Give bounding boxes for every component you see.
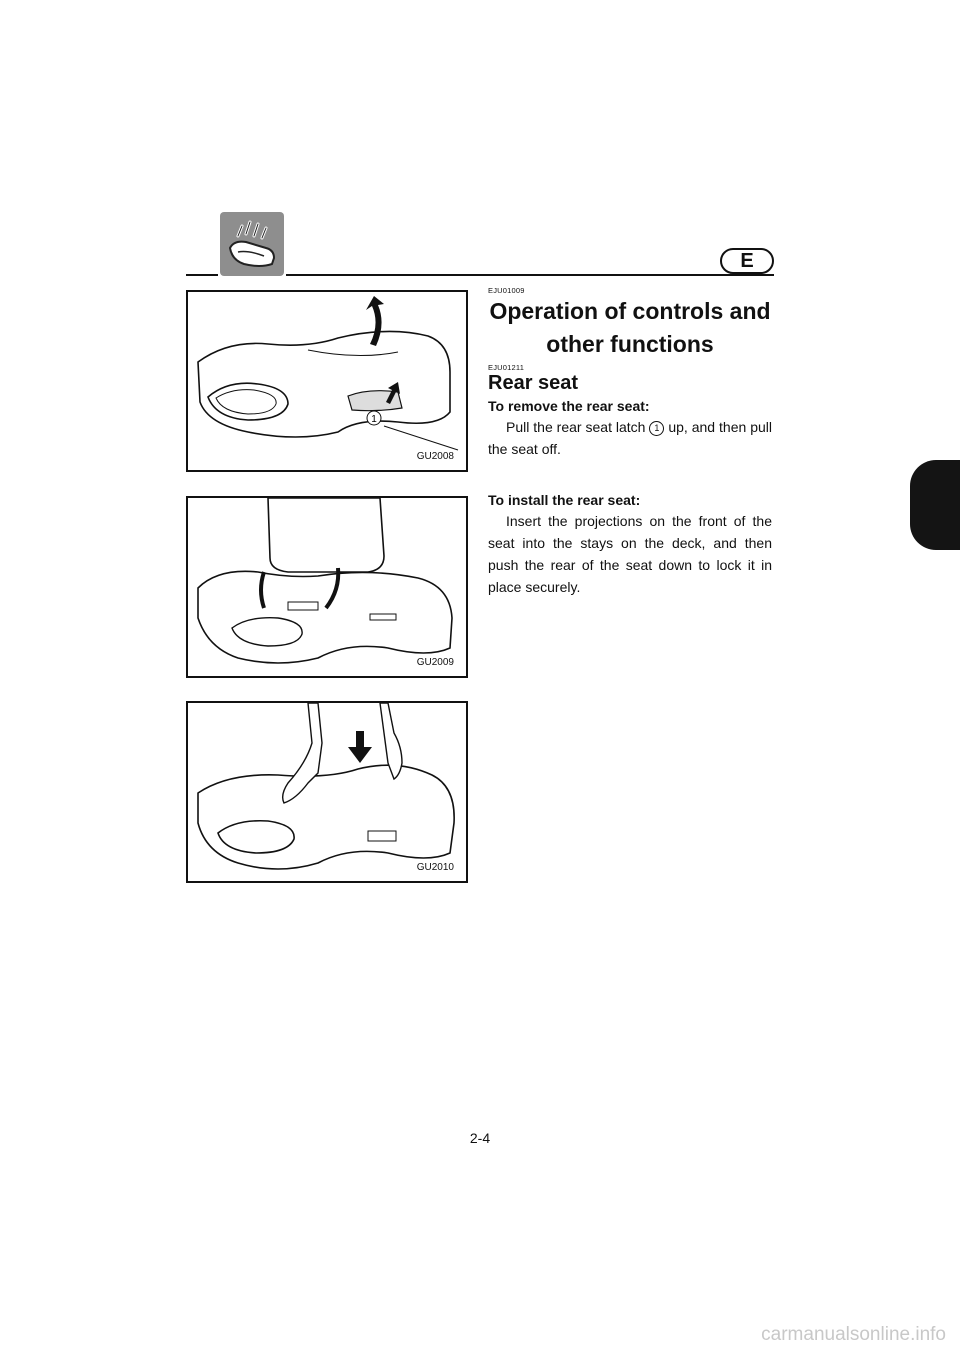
section-code: EJU01009 xyxy=(488,286,525,295)
install-heading: To install the rear seat: xyxy=(488,492,641,508)
header-rule-right xyxy=(286,274,774,276)
section-title: Rear seat xyxy=(488,372,579,394)
remove-heading: To remove the rear seat: xyxy=(488,398,650,414)
page-title-line-1: Operation of controls and xyxy=(489,298,771,324)
figure-code: GU2008 xyxy=(416,451,454,462)
seat-removal-illustration xyxy=(188,292,466,470)
seat-lock-illustration xyxy=(188,703,466,883)
jet-ski-chapter-icon xyxy=(220,212,284,276)
page-number: 2-4 xyxy=(469,1130,491,1146)
figure-callout: 1 xyxy=(371,414,377,425)
page-title-line-2: other functions xyxy=(546,331,714,357)
page-title xyxy=(486,295,774,361)
install-instructions: Insert the projections on the front of the seat into the stays on the deck, and then push the rear of the seat down to lock it in place securely. xyxy=(488,513,772,595)
seat-install-illustration xyxy=(188,498,466,676)
figure-push-seat-down xyxy=(186,701,468,883)
watermark: carmanualsonline.info xyxy=(761,1324,946,1345)
header-rule-left xyxy=(186,274,218,276)
figure-code: GU2009 xyxy=(416,657,454,668)
figure-install-seat xyxy=(186,496,468,678)
latch-callout: 1 xyxy=(649,421,664,436)
figure-code: GU2010 xyxy=(416,862,454,873)
figure-remove-seat xyxy=(186,290,468,472)
language-badge: E xyxy=(720,248,774,274)
subsection-code: EJU01211 xyxy=(488,363,525,372)
remove-instructions: Pull the rear seat latch 1 up, and then pull the seat off. xyxy=(488,419,772,457)
chapter-side-tab xyxy=(910,460,960,550)
